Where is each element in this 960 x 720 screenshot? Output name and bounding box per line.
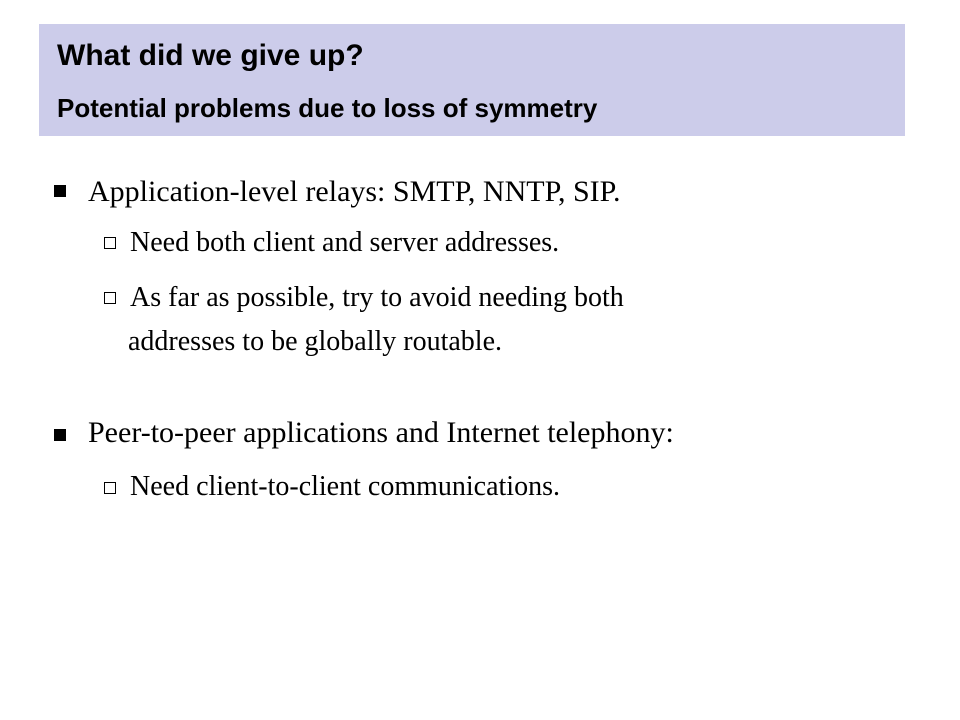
sub-bullet-text-3: Need client-to-client communications. — [130, 471, 560, 502]
sub-bullet-text-2-continued: addresses to be globally routable. — [128, 326, 503, 357]
sub-bullet-box-1 — [104, 237, 116, 249]
bullet-square-1 — [54, 185, 66, 197]
sub-bullet-text-2: As far as possible, try to avoid needing both — [130, 282, 624, 313]
sub-bullet-text-1: Need both client and server addresses. — [130, 227, 560, 258]
slide-subtitle: Potential problems due to loss of symmetry — [57, 93, 598, 123]
sub-bullet-box-2 — [104, 292, 116, 304]
sub-bullet-box-3 — [104, 482, 116, 494]
bullet-square-2 — [54, 429, 66, 441]
bullet-text-2: Peer-to-peer applications and Internet telephony: — [88, 416, 674, 449]
bullet-text-1: Application-level relays: SMTP, NNTP, SIP. — [88, 175, 621, 208]
slide-title: What did we give up? — [57, 39, 364, 72]
